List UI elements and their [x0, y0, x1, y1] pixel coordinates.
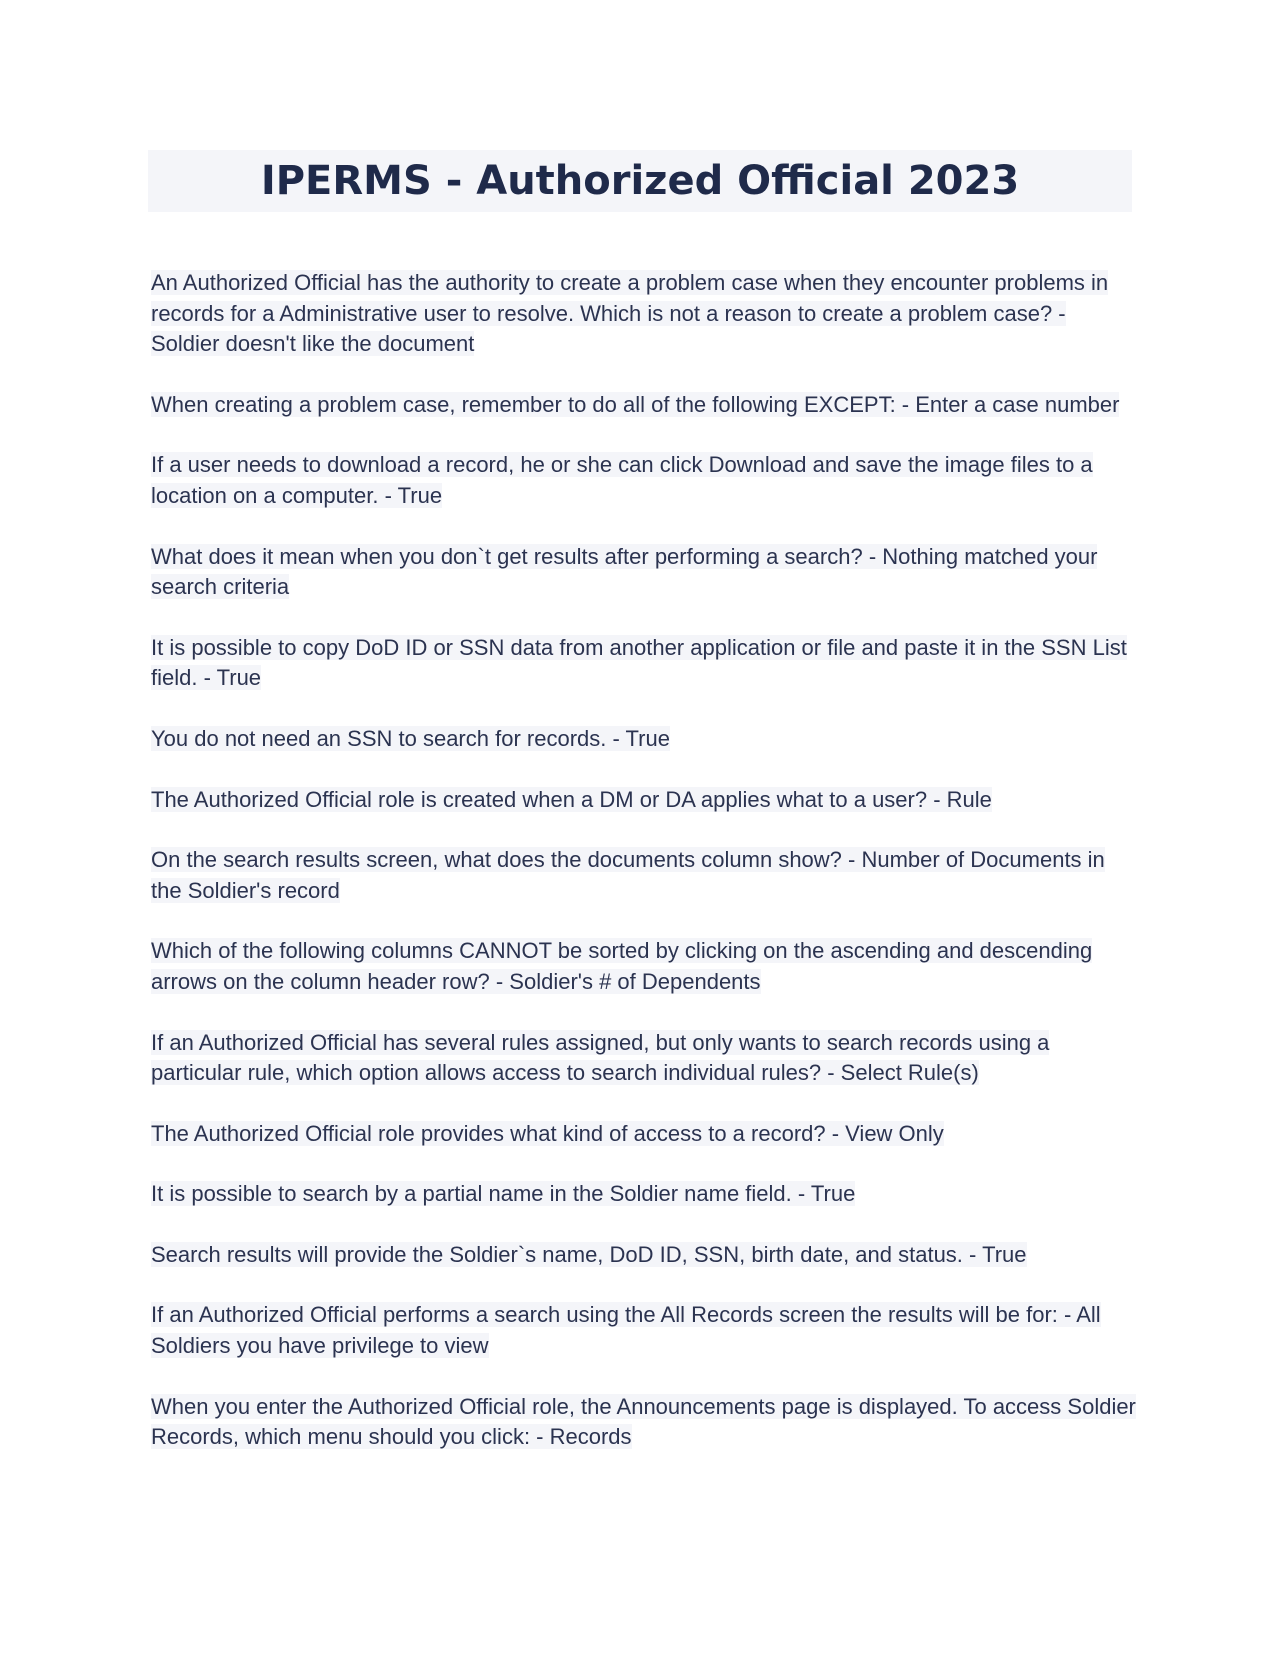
qa-item-text: If a user needs to download a record, he or she can click Download and save the image files to a location on a computer. - True	[151, 452, 1093, 508]
qa-item	[151, 1240, 1136, 1271]
qa-item-text: The Authorized Official role provides what kind of access to a record? - View Only	[151, 1120, 944, 1146]
qa-item-text: Search results will provide the Soldier`s name, DoD ID, SSN, birth date, and status. - True	[151, 1241, 1027, 1267]
qa-item-text: On the search results screen, what does the documents column show? - Number of Documents in the Soldier's record	[151, 847, 1105, 903]
qa-item	[151, 450, 1136, 511]
qa-item	[151, 1392, 1136, 1453]
qa-item-text: If an Authorized Official performs a search using the All Records screen the results will be for: - All Soldiers you have privilege to view	[151, 1302, 1101, 1359]
qa-item	[151, 1179, 1136, 1210]
qa-item	[151, 268, 1136, 360]
qa-item	[151, 542, 1136, 603]
qa-item-text: Which of the following columns CANNOT be sorted by clicking on the ascending and descending arrows on the column header row? - Soldier's # of Dependents	[151, 938, 1093, 994]
document-title: IPERMS - Authorized Official 2023	[260, 158, 1020, 204]
qa-item-text: It is possible to copy DoD ID or SSN data from another application or file and paste it in the SSN List field. - True	[151, 634, 1127, 691]
qa-item-text: You do not need an SSN to search for records. - True	[151, 725, 670, 751]
qa-item-text: It is possible to search by a partial name in the Soldier name field. - True	[151, 1181, 856, 1207]
qa-item-text: When you enter the Authorized Official role, the Announcements page is displayed. To access Soldier Records, which menu should you click: - Records	[151, 1393, 1136, 1450]
qa-item-text: If an Authorized Official has several rules assigned, but only wants to search records using a particular rule, which option allows access to search individual rules? - Select Rule(s)	[151, 1029, 1050, 1086]
qa-item	[151, 633, 1136, 694]
qa-item	[151, 1300, 1136, 1361]
qa-item	[151, 785, 1136, 816]
qa-list	[151, 268, 1136, 1483]
qa-item-text: An Authorized Official has the authority to create a problem case when they encounter problems in records for a Administrative user to resolve. Which is not a reason to create a problem case? - Soldier doesn't like the document	[151, 270, 1109, 357]
qa-item-text: What does it mean when you don`t get results after performing a search? - Nothing matched your search criteria	[151, 543, 1098, 600]
qa-item	[151, 390, 1136, 421]
qa-item-text: The Authorized Official role is created when a DM or DA applies what to a user? - Rule	[151, 786, 992, 812]
qa-item-text: When creating a problem case, remember to do all of the following EXCEPT: - Enter a case number	[151, 391, 1120, 417]
title-banner	[148, 150, 1132, 212]
qa-item	[151, 845, 1136, 906]
qa-item	[151, 1119, 1136, 1150]
qa-item	[151, 936, 1136, 997]
qa-item	[151, 1028, 1136, 1089]
qa-item	[151, 724, 1136, 755]
